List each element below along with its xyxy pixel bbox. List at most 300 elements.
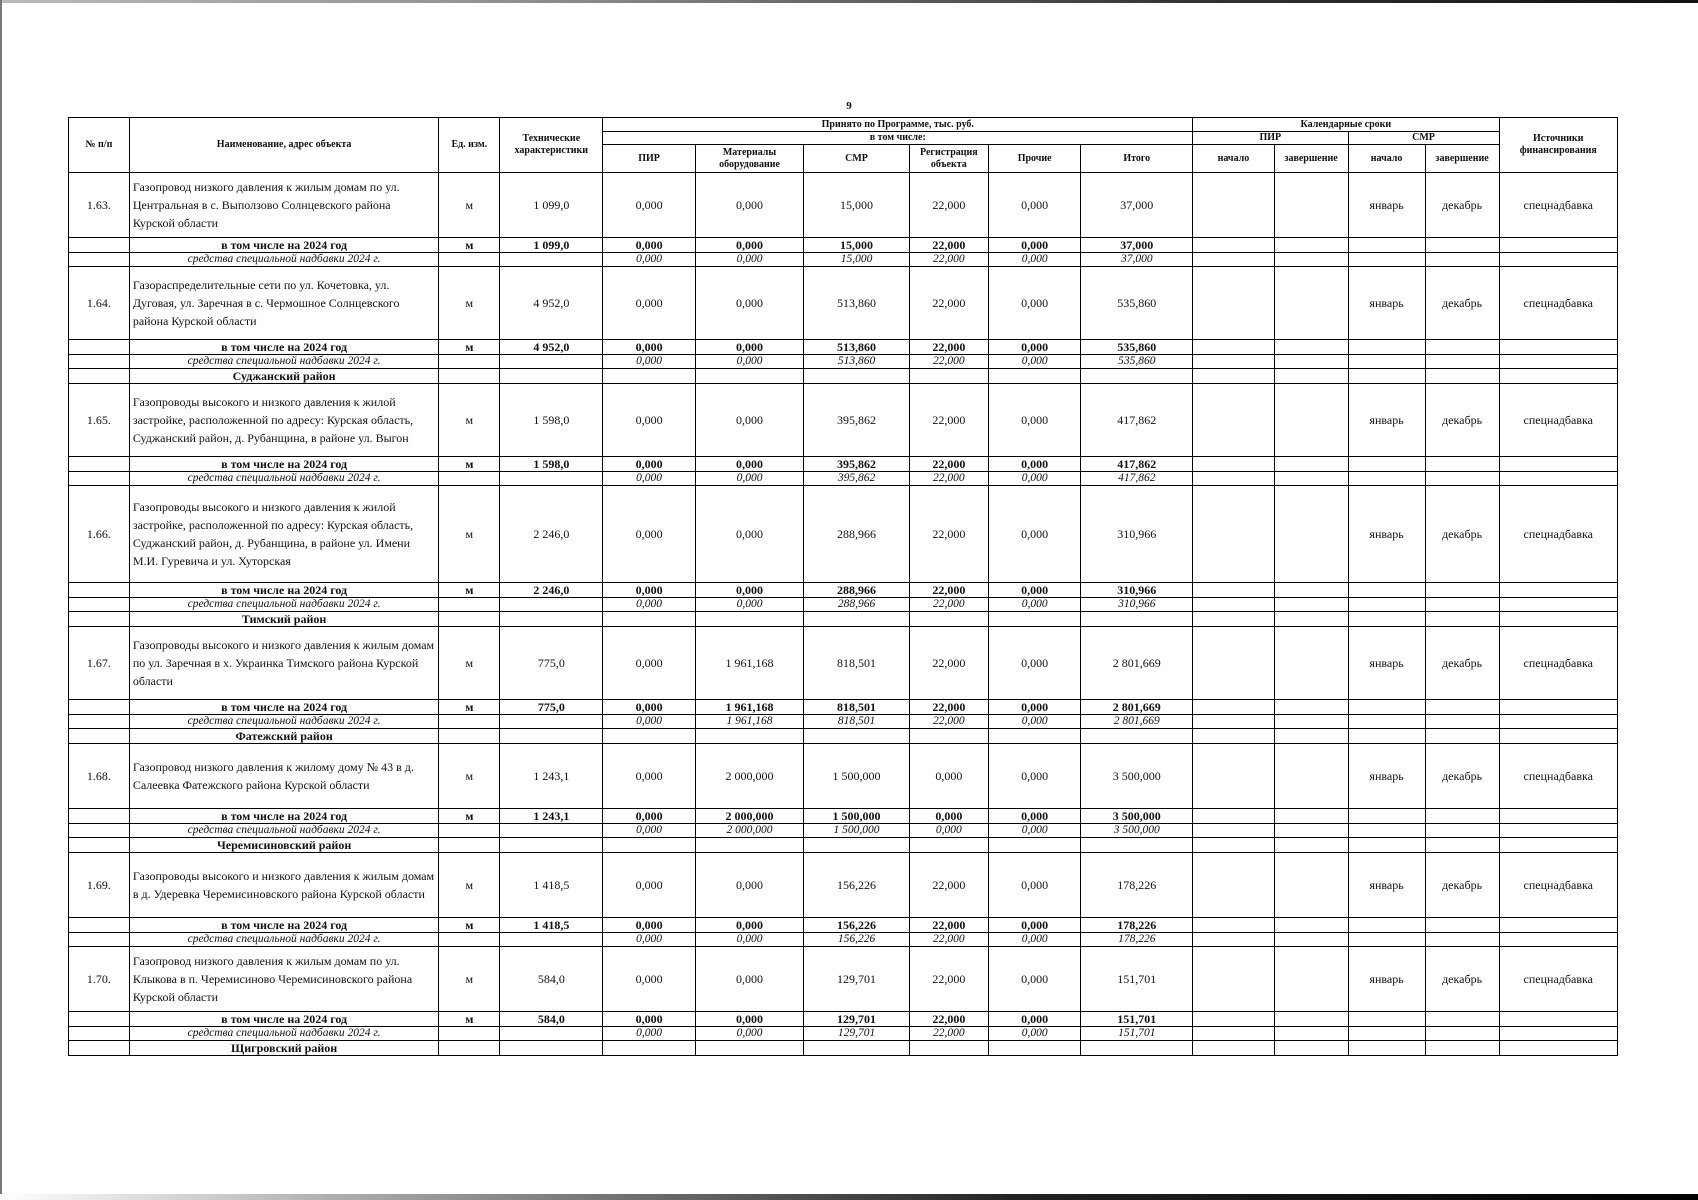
pir-end-cell	[1274, 173, 1348, 238]
empty-cell	[1425, 838, 1499, 853]
pir-cell: 0,000	[603, 486, 695, 583]
registration-cell: 22,000	[909, 715, 988, 729]
other-cell: 0,000	[988, 457, 1080, 472]
pir-cell: 0,000	[603, 340, 695, 355]
empty-cell	[1274, 612, 1348, 627]
empty-cell	[1193, 340, 1274, 355]
smr-cell: 818,501	[804, 700, 909, 715]
object-row	[69, 384, 1618, 457]
total-cell: 535,860	[1081, 267, 1193, 340]
district-row	[69, 729, 1618, 744]
registration-cell: 22,000	[909, 947, 988, 1012]
empty-cell	[909, 838, 988, 853]
tech-cell: 1 243,1	[500, 744, 603, 809]
empty-cell	[1425, 918, 1499, 933]
empty-cell	[1274, 355, 1348, 369]
header-total: Итого	[1081, 145, 1193, 173]
tech-cell: 1 418,5	[500, 918, 603, 933]
smr-cell: 1 500,000	[804, 824, 909, 838]
unit-cell: м	[439, 340, 500, 355]
special-funds-label: средства специальной надбавки 2024 г.	[129, 933, 439, 947]
empty-cell	[1081, 838, 1193, 853]
row-number	[69, 1027, 130, 1041]
empty-cell	[1193, 369, 1274, 384]
header-pir-end: завершение	[1274, 145, 1348, 173]
empty-cell	[1348, 729, 1425, 744]
header-materials: Материалы оборудование	[695, 145, 804, 173]
empty-cell	[1193, 715, 1274, 729]
special-funds-label: средства специальной надбавки 2024 г.	[129, 715, 439, 729]
empty-cell	[1348, 1027, 1425, 1041]
district-name: Черемисиновский район	[129, 838, 439, 853]
row-number	[69, 700, 130, 715]
tech-cell: 1 418,5	[500, 853, 603, 918]
empty-cell	[500, 729, 603, 744]
empty-cell	[1499, 809, 1617, 824]
empty-cell	[1499, 729, 1617, 744]
registration-cell: 22,000	[909, 933, 988, 947]
empty-cell	[439, 369, 500, 384]
materials-cell: 1 961,168	[695, 715, 804, 729]
empty-cell	[804, 729, 909, 744]
pir-cell: 0,000	[603, 918, 695, 933]
header-other: Прочие	[988, 145, 1080, 173]
object-row	[69, 486, 1618, 583]
empty-cell	[1499, 583, 1617, 598]
smr-end-cell: декабрь	[1425, 173, 1499, 238]
empty-cell	[1348, 238, 1425, 253]
row-number	[69, 612, 130, 627]
other-cell: 0,000	[988, 384, 1080, 457]
pir-cell: 0,000	[603, 1012, 695, 1027]
empty-cell	[1274, 715, 1348, 729]
smr-cell: 395,862	[804, 384, 909, 457]
tech-cell: 584,0	[500, 947, 603, 1012]
subtotal-row	[69, 238, 1618, 253]
object-row	[69, 744, 1618, 809]
tech-cell	[500, 715, 603, 729]
district-name: Щигровский район	[129, 1041, 439, 1056]
empty-cell	[1193, 472, 1274, 486]
empty-cell	[1499, 715, 1617, 729]
tech-cell	[500, 824, 603, 838]
pir-cell: 0,000	[603, 1027, 695, 1041]
empty-cell	[1274, 369, 1348, 384]
page-number: 9	[846, 100, 852, 112]
pir-end-cell	[1274, 744, 1348, 809]
empty-cell	[1274, 583, 1348, 598]
subtotal-label: в том числе на 2024 год	[129, 238, 439, 253]
empty-cell	[804, 1041, 909, 1056]
empty-cell	[1425, 1012, 1499, 1027]
row-number	[69, 933, 130, 947]
empty-cell	[909, 729, 988, 744]
other-cell: 0,000	[988, 267, 1080, 340]
empty-cell	[1499, 598, 1617, 612]
subtotal-row	[69, 809, 1618, 824]
unit-cell: м	[439, 809, 500, 824]
empty-cell	[500, 612, 603, 627]
materials-cell: 0,000	[695, 173, 804, 238]
pir-cell: 0,000	[603, 583, 695, 598]
empty-cell	[1425, 700, 1499, 715]
empty-cell	[1425, 612, 1499, 627]
smr-cell: 513,860	[804, 355, 909, 369]
empty-cell	[695, 612, 804, 627]
empty-cell	[1499, 355, 1617, 369]
empty-cell	[1425, 238, 1499, 253]
materials-cell: 0,000	[695, 457, 804, 472]
registration-cell: 22,000	[909, 1027, 988, 1041]
tech-cell	[500, 253, 603, 267]
district-row	[69, 838, 1618, 853]
empty-cell	[603, 1041, 695, 1056]
source-cell: спецнадбавка	[1499, 267, 1617, 340]
empty-cell	[1499, 457, 1617, 472]
unit-cell: м	[439, 486, 500, 583]
unit-cell	[439, 715, 500, 729]
smr-cell: 513,860	[804, 340, 909, 355]
materials-cell: 0,000	[695, 340, 804, 355]
special-funds-label: средства специальной надбавки 2024 г.	[129, 824, 439, 838]
row-number	[69, 809, 130, 824]
row-number	[69, 1012, 130, 1027]
pir-cell: 0,000	[603, 355, 695, 369]
empty-cell	[1274, 1041, 1348, 1056]
object-name: Газопроводы высокого и низкого давления к жилым домам по ул. Заречная в х. Украинка Тимского района Курской области	[129, 627, 439, 700]
registration-cell: 0,000	[909, 824, 988, 838]
empty-cell	[1499, 838, 1617, 853]
header-unit: Ед. изм.	[439, 118, 500, 173]
other-cell: 0,000	[988, 583, 1080, 598]
empty-cell	[988, 1041, 1080, 1056]
tech-cell: 1 099,0	[500, 173, 603, 238]
subtotal-row	[69, 918, 1618, 933]
empty-cell	[1274, 472, 1348, 486]
smr-cell: 513,860	[804, 267, 909, 340]
smr-end-cell: декабрь	[1425, 853, 1499, 918]
empty-cell	[1274, 253, 1348, 267]
tech-cell	[500, 933, 603, 947]
registration-cell: 22,000	[909, 340, 988, 355]
registration-cell: 22,000	[909, 1012, 988, 1027]
empty-cell	[1348, 472, 1425, 486]
pir-cell: 0,000	[603, 715, 695, 729]
subtotal-row	[69, 583, 1618, 598]
subtotal-label: в том числе на 2024 год	[129, 700, 439, 715]
row-number	[69, 369, 130, 384]
scan-edge-left	[0, 0, 2, 1200]
unit-cell	[439, 1027, 500, 1041]
tech-cell	[500, 355, 603, 369]
empty-cell	[439, 612, 500, 627]
pir-cell: 0,000	[603, 947, 695, 1012]
source-cell: спецнадбавка	[1499, 173, 1617, 238]
empty-cell	[439, 838, 500, 853]
tech-cell: 2 246,0	[500, 486, 603, 583]
empty-cell	[603, 838, 695, 853]
smr-cell: 129,701	[804, 1027, 909, 1041]
row-number	[69, 340, 130, 355]
pir-end-cell	[1274, 267, 1348, 340]
empty-cell	[1348, 809, 1425, 824]
pir-start-cell	[1193, 853, 1274, 918]
header-sources: Источники финансирования	[1499, 118, 1617, 173]
registration-cell: 22,000	[909, 918, 988, 933]
empty-cell	[1081, 369, 1193, 384]
empty-cell	[1193, 918, 1274, 933]
object-name: Газораспределительные сети по ул. Кочетовка, ул. Дуговая, ул. Заречная в с. Чермошное Солнцевского района Курской области	[129, 267, 439, 340]
empty-cell	[1274, 824, 1348, 838]
smr-cell: 818,501	[804, 627, 909, 700]
empty-cell	[1274, 598, 1348, 612]
unit-cell	[439, 824, 500, 838]
empty-cell	[1348, 838, 1425, 853]
unit-cell: м	[439, 1012, 500, 1027]
smr-cell: 15,000	[804, 173, 909, 238]
empty-cell	[1425, 715, 1499, 729]
row-number	[69, 598, 130, 612]
unit-cell: м	[439, 457, 500, 472]
other-cell: 0,000	[988, 598, 1080, 612]
empty-cell	[1274, 1027, 1348, 1041]
empty-cell	[1193, 238, 1274, 253]
unit-cell	[439, 355, 500, 369]
empty-cell	[1348, 355, 1425, 369]
empty-cell	[439, 729, 500, 744]
total-cell: 151,701	[1081, 1027, 1193, 1041]
unit-cell: м	[439, 744, 500, 809]
district-row	[69, 612, 1618, 627]
empty-cell	[1499, 472, 1617, 486]
empty-cell	[1348, 1012, 1425, 1027]
row-number	[69, 238, 130, 253]
subtotal-row	[69, 457, 1618, 472]
header-including: в том числе:	[603, 132, 1193, 145]
pir-cell: 0,000	[603, 627, 695, 700]
empty-cell	[1274, 918, 1348, 933]
pir-start-cell	[1193, 947, 1274, 1012]
empty-cell	[500, 838, 603, 853]
other-cell: 0,000	[988, 340, 1080, 355]
empty-cell	[1193, 729, 1274, 744]
object-name: Газопроводы высокого и низкого давления к жилым домам в д. Удеревка Черемисиновского района Курской области	[129, 853, 439, 918]
object-row	[69, 627, 1618, 700]
pir-cell: 0,000	[603, 457, 695, 472]
empty-cell	[1348, 457, 1425, 472]
empty-cell	[1499, 369, 1617, 384]
total-cell: 310,966	[1081, 598, 1193, 612]
empty-cell	[1499, 933, 1617, 947]
empty-cell	[1274, 457, 1348, 472]
pir-end-cell	[1274, 627, 1348, 700]
smr-cell: 15,000	[804, 238, 909, 253]
smr-cell: 156,226	[804, 918, 909, 933]
district-row	[69, 369, 1618, 384]
total-cell: 535,860	[1081, 340, 1193, 355]
materials-cell: 0,000	[695, 486, 804, 583]
empty-cell	[1425, 809, 1499, 824]
total-cell: 2 801,669	[1081, 700, 1193, 715]
empty-cell	[988, 838, 1080, 853]
special-funds-label: средства специальной надбавки 2024 г.	[129, 1027, 439, 1041]
registration-cell: 0,000	[909, 744, 988, 809]
header-pir: ПИР	[603, 145, 695, 173]
smr-start-cell: январь	[1348, 267, 1425, 340]
smr-cell: 15,000	[804, 253, 909, 267]
row-number: 1.68.	[69, 744, 130, 809]
total-cell: 417,862	[1081, 457, 1193, 472]
pir-end-cell	[1274, 947, 1348, 1012]
empty-cell	[1348, 700, 1425, 715]
empty-cell	[695, 729, 804, 744]
header-smr-end: завершение	[1425, 145, 1499, 173]
empty-cell	[1081, 612, 1193, 627]
total-cell: 151,701	[1081, 1012, 1193, 1027]
pir-cell: 0,000	[603, 267, 695, 340]
header-calendar: Календарные сроки	[1193, 118, 1499, 132]
row-number	[69, 583, 130, 598]
materials-cell: 0,000	[695, 598, 804, 612]
row-number	[69, 355, 130, 369]
registration-cell: 22,000	[909, 472, 988, 486]
empty-cell	[804, 838, 909, 853]
smr-cell: 288,966	[804, 583, 909, 598]
total-cell: 3 500,000	[1081, 744, 1193, 809]
other-cell: 0,000	[988, 355, 1080, 369]
empty-cell	[1425, 729, 1499, 744]
empty-cell	[1274, 238, 1348, 253]
empty-cell	[1193, 1027, 1274, 1041]
empty-cell	[988, 612, 1080, 627]
row-number	[69, 824, 130, 838]
row-number	[69, 715, 130, 729]
other-cell: 0,000	[988, 824, 1080, 838]
unit-cell: м	[439, 384, 500, 457]
pir-cell: 0,000	[603, 853, 695, 918]
empty-cell	[603, 729, 695, 744]
total-cell: 178,226	[1081, 853, 1193, 918]
row-number	[69, 729, 130, 744]
empty-cell	[1425, 1041, 1499, 1056]
row-number: 1.64.	[69, 267, 130, 340]
table-body	[69, 173, 1618, 1056]
other-cell: 0,000	[988, 472, 1080, 486]
empty-cell	[1193, 824, 1274, 838]
empty-cell	[1274, 933, 1348, 947]
empty-cell	[1193, 700, 1274, 715]
pir-start-cell	[1193, 744, 1274, 809]
materials-cell: 2 000,000	[695, 809, 804, 824]
special-funds-label: средства специальной надбавки 2024 г.	[129, 355, 439, 369]
empty-cell	[909, 612, 988, 627]
smr-cell: 288,966	[804, 486, 909, 583]
registration-cell: 22,000	[909, 267, 988, 340]
unit-cell: м	[439, 583, 500, 598]
empty-cell	[1499, 612, 1617, 627]
smr-start-cell: январь	[1348, 627, 1425, 700]
materials-cell: 0,000	[695, 583, 804, 598]
pir-end-cell	[1274, 853, 1348, 918]
other-cell: 0,000	[988, 700, 1080, 715]
special-funds-row	[69, 824, 1618, 838]
empty-cell	[1274, 700, 1348, 715]
subtotal-row	[69, 1012, 1618, 1027]
other-cell: 0,000	[988, 1012, 1080, 1027]
tech-cell: 775,0	[500, 627, 603, 700]
smr-start-cell: январь	[1348, 744, 1425, 809]
total-cell: 178,226	[1081, 918, 1193, 933]
smr-cell: 1 500,000	[804, 744, 909, 809]
empty-cell	[695, 1041, 804, 1056]
empty-cell	[1081, 729, 1193, 744]
smr-cell: 395,862	[804, 457, 909, 472]
smr-cell: 156,226	[804, 933, 909, 947]
source-cell: спецнадбавка	[1499, 947, 1617, 1012]
subtotal-label: в том числе на 2024 год	[129, 340, 439, 355]
other-cell: 0,000	[988, 627, 1080, 700]
empty-cell	[603, 369, 695, 384]
total-cell: 2 801,669	[1081, 627, 1193, 700]
materials-cell: 0,000	[695, 918, 804, 933]
smr-start-cell: январь	[1348, 947, 1425, 1012]
header-cal-smr: СМР	[1348, 132, 1499, 145]
source-cell: спецнадбавка	[1499, 384, 1617, 457]
pir-start-cell	[1193, 486, 1274, 583]
row-number	[69, 918, 130, 933]
special-funds-row	[69, 1027, 1618, 1041]
unit-cell: м	[439, 267, 500, 340]
other-cell: 0,000	[988, 933, 1080, 947]
empty-cell	[1348, 583, 1425, 598]
empty-cell	[1348, 612, 1425, 627]
special-funds-row	[69, 355, 1618, 369]
tech-cell: 1 099,0	[500, 238, 603, 253]
smr-end-cell: декабрь	[1425, 947, 1499, 1012]
empty-cell	[1499, 340, 1617, 355]
unit-cell: м	[439, 853, 500, 918]
empty-cell	[439, 1041, 500, 1056]
registration-cell: 22,000	[909, 853, 988, 918]
empty-cell	[603, 612, 695, 627]
registration-cell: 22,000	[909, 583, 988, 598]
materials-cell: 0,000	[695, 238, 804, 253]
smr-start-cell: январь	[1348, 853, 1425, 918]
registration-cell: 22,000	[909, 355, 988, 369]
empty-cell	[909, 369, 988, 384]
row-number	[69, 838, 130, 853]
empty-cell	[1425, 369, 1499, 384]
total-cell: 37,000	[1081, 238, 1193, 253]
registration-cell: 22,000	[909, 384, 988, 457]
object-row	[69, 267, 1618, 340]
materials-cell: 0,000	[695, 1027, 804, 1041]
empty-cell	[1348, 824, 1425, 838]
total-cell: 3 500,000	[1081, 809, 1193, 824]
smr-start-cell: январь	[1348, 384, 1425, 457]
empty-cell	[695, 369, 804, 384]
empty-cell	[804, 612, 909, 627]
empty-cell	[1499, 253, 1617, 267]
other-cell: 0,000	[988, 238, 1080, 253]
empty-cell	[988, 729, 1080, 744]
subtotal-label: в том числе на 2024 год	[129, 457, 439, 472]
empty-cell	[1425, 472, 1499, 486]
tech-cell: 584,0	[500, 1012, 603, 1027]
tech-cell: 1 243,1	[500, 809, 603, 824]
tech-cell: 1 598,0	[500, 384, 603, 457]
tech-cell: 1 598,0	[500, 457, 603, 472]
